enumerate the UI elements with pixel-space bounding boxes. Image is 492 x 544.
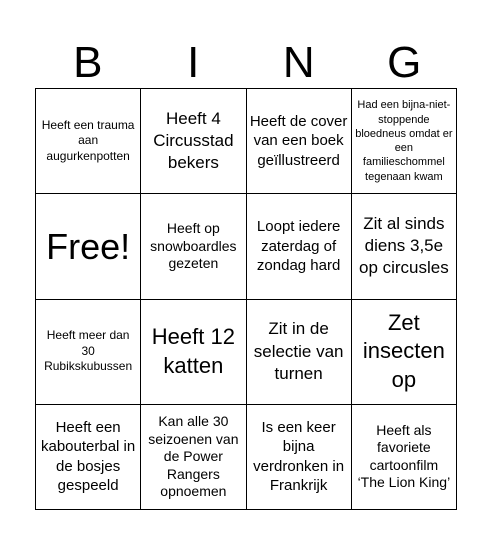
header-letter-n: N (282, 38, 315, 87)
cell-text: Heeft een trauma aan augurkenpotten (41, 117, 135, 163)
cell-text: Heeft op snowboardles gezeten (150, 220, 237, 272)
cell-text: Zit in de selectie van turnen (253, 319, 344, 383)
bingo-cell-4-2[interactable] (141, 405, 246, 510)
cell-text: Zit al sinds diens 3,5e op circusles (358, 214, 449, 278)
bingo-cell-1-2[interactable] (141, 89, 246, 194)
cell-text: Heeft meer dan 30 Rubikskubussen (44, 328, 133, 374)
cell-text: Loopt iedere zaterdag of zondag hard (256, 218, 341, 275)
bingo-cell-3-2[interactable] (141, 300, 246, 405)
cell-text: Heeft de cover van een boek geïllustreerd (249, 112, 348, 169)
cell-text: Kan alle 30 seizoenen van de Power Rangers opnoemen (148, 413, 239, 500)
bingo-cell-1-1[interactable] (36, 89, 141, 194)
cell-text: Heeft als favoriete cartoonfilm ‘The Lion King’ (357, 421, 451, 491)
bingo-cell-free[interactable] (36, 194, 141, 299)
bingo-cell-2-4[interactable] (352, 194, 457, 299)
bingo-cell-3-3[interactable] (247, 300, 352, 405)
cell-text: Heeft een kabouterbal in de bosjes gespeeld (41, 418, 136, 495)
bingo-cell-4-1[interactable] (36, 405, 141, 510)
cell-text: Zet insecten op (362, 309, 445, 392)
cell-text: Heeft 4 Circusstad bekers (153, 108, 234, 173)
bingo-cell-1-4[interactable] (352, 89, 457, 194)
bingo-cell-1-3[interactable] (247, 89, 352, 194)
bingo-header (35, 38, 457, 88)
header-letter-b: B (73, 38, 103, 87)
bingo-grid (35, 88, 457, 510)
header-letter-g: G (387, 38, 422, 87)
bingo-cell-4-3[interactable] (247, 405, 352, 510)
bingo-cell-3-4[interactable] (352, 300, 457, 405)
header-letter-i: I (187, 38, 200, 87)
bingo-cell-2-2[interactable] (141, 194, 246, 299)
cell-text: Had een bijna-niet-stoppende bloedneus omdat er een familieschommel tegenaan kwam (355, 99, 453, 183)
cell-text: Free! (46, 225, 131, 267)
cell-text: Is een keer bijna verdronken in Frankrijk (253, 418, 345, 495)
bingo-cell-3-1[interactable] (36, 300, 141, 405)
bingo-cell-2-3[interactable] (247, 194, 352, 299)
cell-text: Heeft 12 katten (151, 324, 235, 378)
bingo-cell-4-4[interactable] (352, 405, 457, 510)
